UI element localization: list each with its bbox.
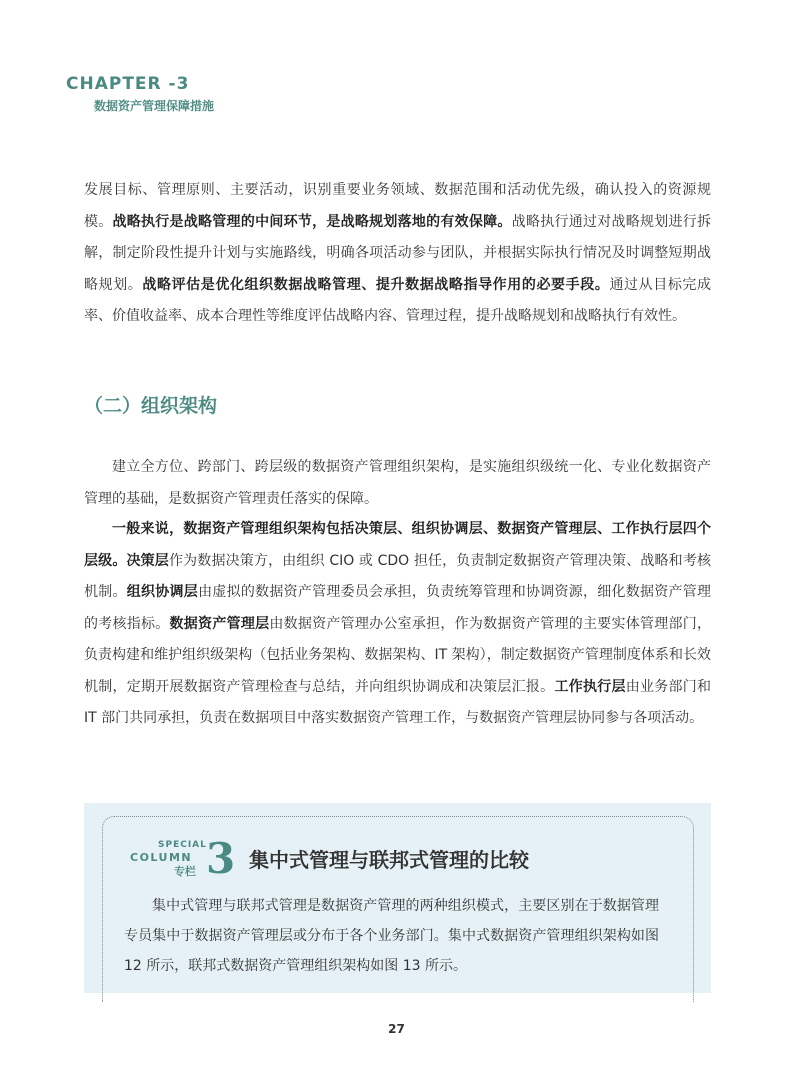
paragraph-2: 建立全方位、跨部门、跨层级的数据资产管理组织架构，是实施组织级统一化、专业化数据资产管理的基础，是数据资产管理责任落实的保障。 [84, 459, 711, 507]
p3-text-2: 作为数据决策方，由组织 CIO 或 CDO 担任，负责制定数据资产管理决策、战略和考核机制。 [84, 552, 711, 600]
special-column-badge [130, 834, 240, 888]
column-text: 集中式管理与联邦式管理是数据资产管理的两种组织模式，主要区别在于数据管理专员集中于数据资产管理层或分布于各个业务部门。集中式数据资产管理组织架构如图 12 所示，联邦式数据资产管理组织架构如图 13 所示。 [124, 898, 659, 974]
paragraph-3 [84, 514, 711, 735]
p3-text-5: 由业务部门和 IT 部门共同承担，负责在数据项目中落实数据资产管理工作，与数据资产管理层协同参与各项活动。 [84, 678, 712, 726]
p3-bold-1: 一般来说，数据资产管理组织架构包括决策层、组织协调层、数据资产管理层、工作执行层四个层级。 [84, 521, 711, 569]
intro-bold-2: 战略评估是优化组织数据战略管理、提升数据战略指导作用的必要手段。 [142, 276, 610, 293]
column-title: 集中式管理与联邦式管理的比较 [249, 848, 529, 872]
chapter-header [66, 74, 214, 114]
intro-bold-1: 战略执行是战略管理的中间环节，是战略规划落地的有效保障。 [112, 213, 512, 230]
intro-paragraph [84, 175, 711, 333]
p3-bold-4: 数据资产管理层 [169, 615, 270, 632]
section-title: （二）组织架构 [84, 395, 218, 417]
intro-text-1: 发展目标、管理原则、主要活动，识别重要业务领域、数据范围和活动优先级，确认投入的资源规模。 [84, 182, 711, 230]
badge-zhuanlan-text: 专栏 [174, 865, 196, 878]
p3-bold-2: 决策层 [126, 552, 169, 569]
chapter-subtitle: 数据资产管理保障措施 [94, 99, 215, 113]
intro-text-2: 战略执行通过对战略规划进行拆解，制定阶段性提升计划与实施路线，明确各项活动参与团队，并根据实际执行情况及时调整短期战略规划。 [84, 213, 712, 293]
badge-special-text: SPECIAL [158, 840, 207, 850]
chapter-label: CHAPTER -3 [66, 74, 190, 94]
badge-column-text: COLUMN [130, 851, 193, 864]
p3-text-4: 由数据资产管理办公室承担，作为数据资产管理的主要实体管理部门，负责构建和维护组织级架构（包括业务架构、数据架构、IT 架构），制定数据资产管理制度体系和长效机制，定期开展数据资产管理检查与总结，并向组织协调成和决策层汇报。 [84, 615, 712, 695]
p3-bold-5: 工作执行层 [554, 678, 626, 695]
page-number: 27 [388, 1022, 405, 1036]
p3-bold-3: 组织协调层 [126, 584, 199, 600]
intro-text-3: 通过从目标完成率、价值收益率、成本合理性等维度评估战略内容、管理过程，提升战略规划和战略执行有效性。 [84, 276, 712, 324]
badge-number: 3 [206, 834, 236, 883]
p3-text-3: 由虚拟的数据资产管理委员会承担，负责统筹管理和协调资源，细化数据资产管理的考核指标。 [84, 584, 712, 632]
special-column-box [84, 803, 711, 993]
